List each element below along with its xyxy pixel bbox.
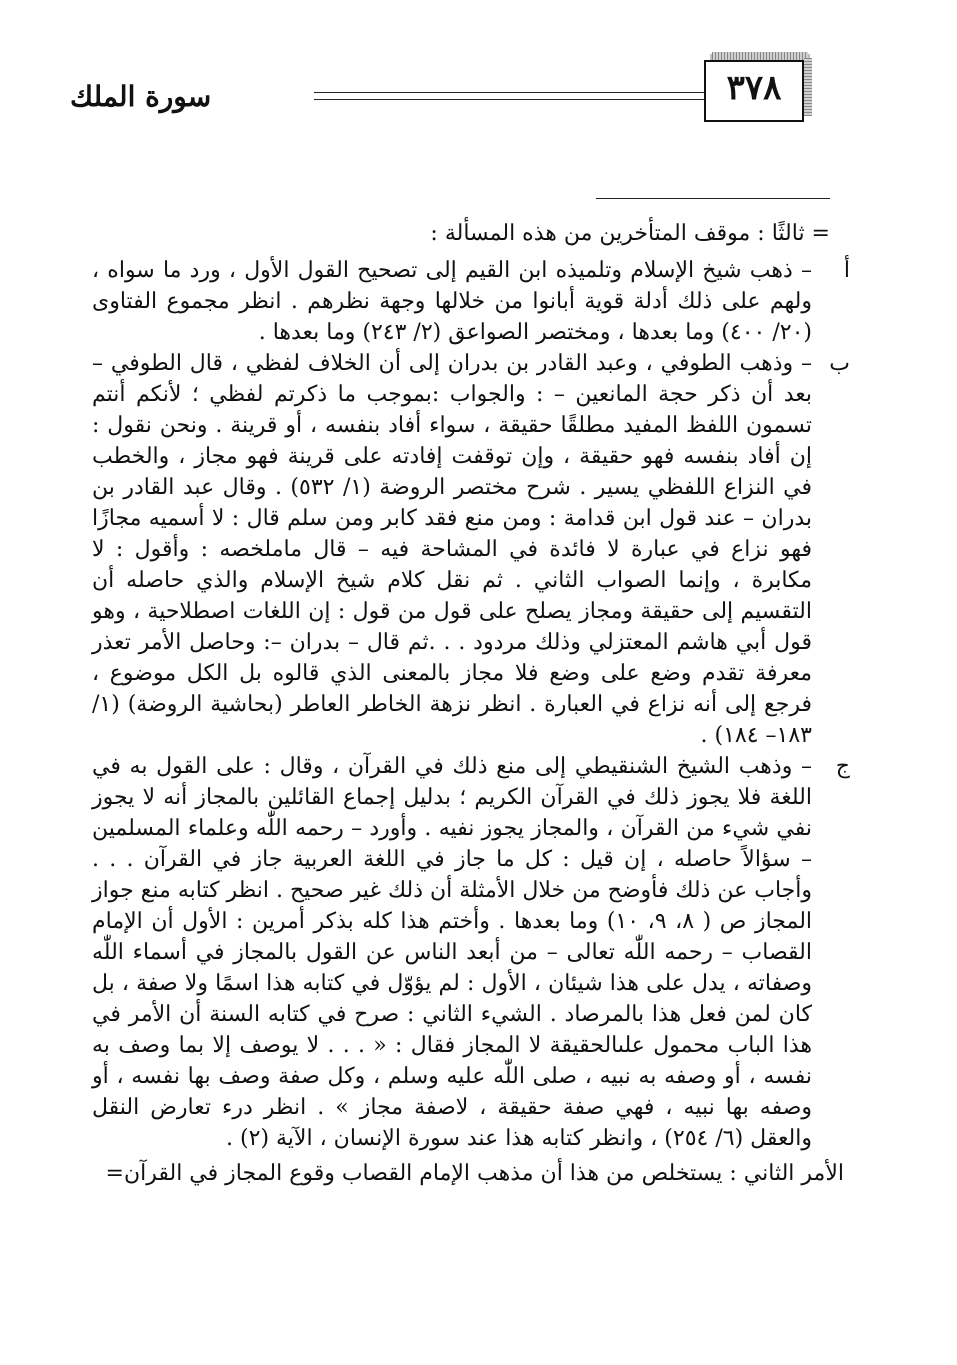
footnote-separator (596, 198, 830, 199)
surah-title: سورة الملك (70, 80, 212, 113)
page-header (0, 0, 957, 130)
closing-paragraph: الأمر الثاني : يستخلص من هذا أن مذهب الإمام القصاب وقوع المجاز في القرآن= (105, 1161, 844, 1186)
header-rule (314, 92, 704, 100)
list-item (92, 255, 850, 348)
list-item (92, 348, 850, 751)
item-marker: أ (843, 258, 850, 283)
item-marker: ج (835, 754, 850, 779)
item-text: – ذهب شيخ الإسلام وتلميذه ابن القيم إلى تصحيح القول الأول ، ورد ما سواه ، ولهم على ذلك أدلة قوية أبانوا من خلالها وجهة نظرهم . انظر مجموع الفتاوى (٢٠/ ٤٠٠) وما بعدها ، ومختصر الصواعق (٢/ ٢٤٣) وما بعدها . (92, 258, 812, 345)
item-text: – وذهب الشيخ الشنقيطي إلى منع ذلك في القرآن ، وقال : على القول به في اللغة فلا يجوز ذلك في القرآن الكريم ؛ بدليل إجماع القائلين بالمجاز أنه لا يجوز نفي شيء من القرآن ، والمجاز يجوز نفيه . وأورد – رحمه اللّٰه وعلماء المسلمين – سؤالاً حاصله ، إن قيل : كل ما جاز في اللغة العربية جاز في القرآن . . . وأجاب عن ذلك فأوضح من خلال الأمثلة أن ذلك غير صحيح . انظر كتابه منع جواز المجاز ص ( ٨، ٩، ١٠) وما بعدها . وأختم هذا كله بذكر أمرين : الأول أن الإمام القصاب – رحمه اللّٰه تعالى – من أبعد الناس عن القول بالمجاز في أسماء اللّٰه وصفاته ، يدل على هذا شيئان ، الأول : لم يؤوّل في كتابه هذا اسمًا ولا صفة ، بل كان لمن فعل هذا بالمرصاد . الشيء الثاني : صرح في كتابه السنة أن الأمر في هذا الباب محمول علىالحقيقة لا المجاز فقال : « . . . لا يوصف إلا بما وصف به نفسه ، أو وصفه به نبيه ، صلى اللّٰه عليه وسلم ، وكل صفة وصف بها نفسه ، أو وصفه بها نبيه ، فهي صفة حقيقة ، لاصفة مجاز » . انظر درء تعارض النقل والعقل (٦/ ٢٥٤) ، وانظر كتابه هذا عند سورة الإنسان ، الآية (٢) . (92, 754, 813, 1151)
section-intro: = ثالثًا : موقف المتأخرين من هذه المسألة : (430, 221, 830, 246)
item-text: – وذهب الطوفي ، وعبد القادر بن بدران إلى أن الخلاف لفظي ، قال الطوفي – بعد أن ذكر حجة المانعين – : والجواب :بموجب ما ذكرتم لفظي ؛ لأنكم أنتم تسمون اللفظ المفيد مطلقًا حقيقة ، سواء أفاد بنفسه ، أو قرينة . ونحن نقول : إن أفاد بنفسه فهو حقيقة ، وإن توقفت إفادته على قرينة فهو مجاز ، والخطب في النزاع اللفظي يسير . شرح مختصر الروضة (١/ ٥٣٢) . وقال عبد القادر بن بدران – عند قول ابن قدامة : ومن منع فقد كابر ومن سلم قال : لا أسميه مجازًا فهو نزاع في عبارة لا فائدة في المشاحة فيه – قال ماملخصه : وأقول : لا مكابرة ، وإنما الصواب الثاني . ثم نقل كلام شيخ الإسلام والذي حاصله أن التقسيم إلى حقيقة ومجاز يصلح على قول من قول : إن اللغات اصطلاحية ، وهو قول أبي هاشم المعتزلي وذلك مردود . . .ثم قال – بدران –: وحاصل الأمر تعذر معرفة تقدم وضع على وضع فلا مجاز بالمعنى الذي قالوه بل الكل موضوع ، فرجع إلى أنه نزاع في العبارة . انظر نزهة الخاطر العاطر (بحاشية الروضة) (١/ ١٨٣– ١٨٤) . (92, 351, 813, 748)
footnote-body (92, 218, 850, 1189)
page-number-box (704, 60, 804, 122)
item-marker: ب (829, 351, 850, 376)
list-item (92, 751, 850, 1154)
page-number: ٣٧٨ (726, 68, 782, 108)
